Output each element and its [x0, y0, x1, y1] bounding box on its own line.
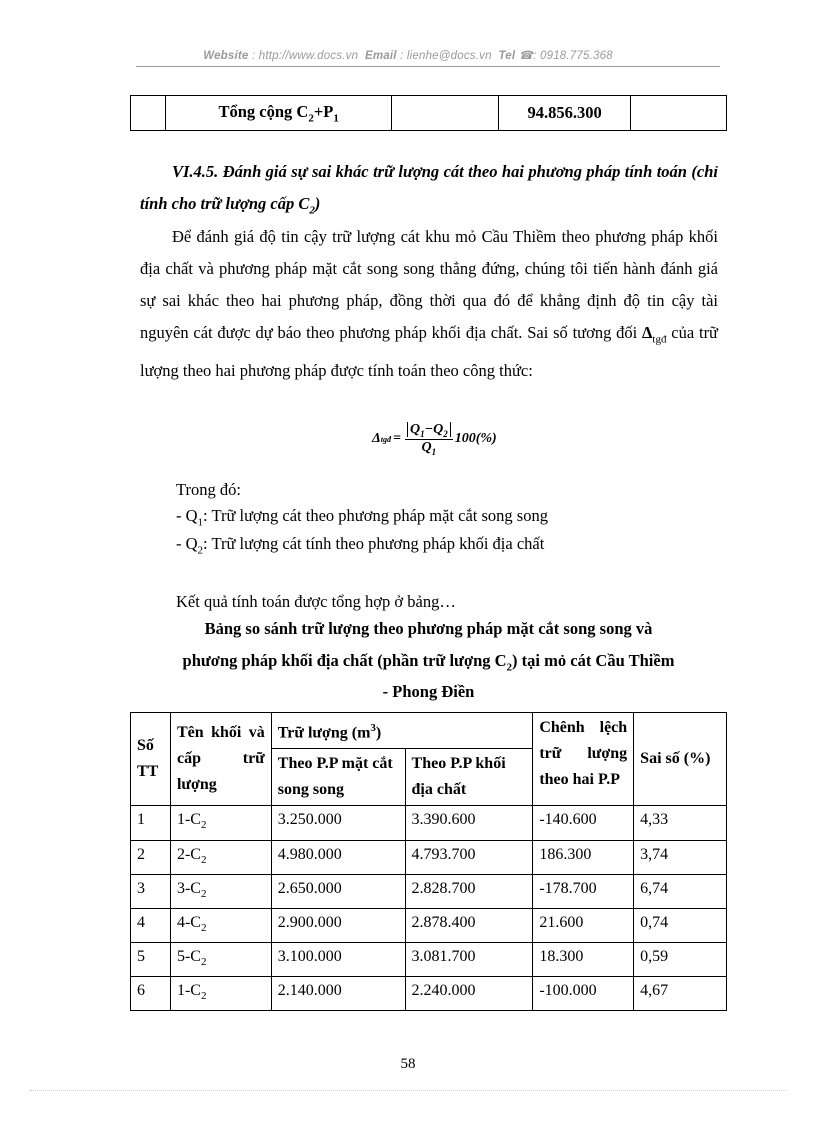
- cell-name: [170, 806, 271, 840]
- header-mc: Theo P.P mặt cắt song song: [271, 749, 405, 806]
- cell-diff: 21.600: [533, 908, 634, 942]
- cell-diff: 18.300: [533, 943, 634, 977]
- cell-name: [170, 840, 271, 874]
- header-rule: [136, 66, 720, 67]
- subscript: 2: [200, 819, 207, 832]
- website-value: : http://www.docs.vn: [251, 50, 359, 62]
- legend-q2: [176, 530, 716, 564]
- cell-mc: 2.650.000: [271, 874, 405, 908]
- footer-rule: [30, 1090, 786, 1091]
- table-row: [131, 96, 727, 131]
- header-reserve-end: ): [375, 724, 382, 742]
- cell-name-text: 2-C: [176, 845, 201, 863]
- cell-err: 0,74: [634, 908, 727, 942]
- website-label: Website: [203, 50, 249, 62]
- tel-value: : 0918.775.368: [533, 50, 613, 62]
- superscript: 3: [370, 722, 376, 734]
- formula-q: Q: [433, 422, 444, 437]
- page-header: [0, 48, 816, 62]
- subscript: 2: [443, 428, 448, 439]
- subscript: 2: [308, 112, 314, 125]
- cell-diff: -140.600: [533, 806, 634, 840]
- cell-kdc: 2.240.000: [405, 977, 533, 1011]
- subscript: 1: [197, 516, 204, 529]
- cell-name: [170, 874, 271, 908]
- tel-label: Tel: [498, 50, 516, 62]
- formula-q: Q: [421, 439, 432, 455]
- table-row: [131, 874, 727, 908]
- title-text: phương pháp khối địa chất (phần trữ lượng C: [182, 651, 507, 670]
- total-label-cell: [165, 96, 392, 131]
- subscript: 1: [420, 428, 425, 439]
- subscript: 2: [200, 853, 207, 866]
- legend-intro: Trong đó:: [176, 480, 241, 499]
- subscript: 2: [200, 922, 207, 935]
- header-reserve-text: Trữ lượng (m: [277, 724, 371, 742]
- total-label-plus: +P: [313, 101, 334, 121]
- cell-kdc: 2.878.400: [405, 908, 533, 942]
- table-body: [131, 806, 727, 1011]
- header-name: Tên khối và cấp trữ lượng: [170, 713, 271, 806]
- cell-stt: 6: [131, 977, 171, 1011]
- cell-diff: -178.700: [533, 874, 634, 908]
- header-kdc: Theo P.P khối địa chất: [405, 749, 533, 806]
- header-diff: Chênh lệch trữ lượng theo hai P.P: [533, 713, 634, 806]
- cell-stt: 1: [131, 806, 171, 840]
- cell-err: 0,59: [634, 943, 727, 977]
- cell-err: 4,67: [634, 977, 727, 1011]
- header-stt: Số TT: [131, 713, 171, 806]
- table-title-line3: - Phong Điền: [382, 682, 475, 701]
- result-sentence: Kết quả tính toán được tổng hợp ở bảng…: [176, 592, 456, 611]
- cell-err: 6,74: [634, 874, 727, 908]
- cell-kdc: 3.390.600: [405, 806, 533, 840]
- formula-minus: −: [424, 422, 434, 437]
- cell-mc: 2.140.000: [271, 977, 405, 1011]
- header-err: Sai số (%): [634, 713, 727, 806]
- subscript: 2: [200, 956, 207, 969]
- email-label: Email: [365, 50, 397, 62]
- subscript: 2: [197, 544, 204, 557]
- title-text-end: ) tại mỏ cát Cầu Thiềm: [512, 651, 675, 670]
- paragraph-text-end: của trữ lượng theo hai phương pháp được tính toán theo công thức:: [140, 323, 719, 381]
- table-row: [131, 908, 727, 942]
- cell-diff: 186.300: [533, 840, 634, 874]
- table-cell: [131, 96, 166, 131]
- cell-mc: 4.980.000: [271, 840, 405, 874]
- cell-stt: 3: [131, 874, 171, 908]
- subscript: 1: [333, 112, 339, 125]
- cell-stt: 2: [131, 840, 171, 874]
- formula-q: Q: [410, 422, 421, 437]
- table-row: [131, 806, 727, 840]
- cell-err: 4,33: [634, 806, 727, 840]
- body-paragraph: [140, 221, 718, 387]
- cell-stt: 4: [131, 908, 171, 942]
- table-cell: [631, 96, 727, 131]
- cell-mc: 3.250.000: [271, 806, 405, 840]
- subscript: tgđ: [652, 333, 667, 346]
- heading-text: VI.4.5. Đánh giá sự sai khác trữ lượng cát theo hai phương pháp tính toán (chỉ tính cho trữ lượng cấp C: [140, 162, 718, 213]
- table-row: [131, 977, 727, 1011]
- subscript: tgđ: [380, 434, 392, 444]
- delta-symbol: Δ: [642, 323, 653, 342]
- section-heading: [140, 156, 718, 226]
- cell-name: [170, 977, 271, 1011]
- formula-denominator: [422, 440, 437, 457]
- subscript: 2: [309, 204, 315, 217]
- subscript: 2: [506, 661, 513, 674]
- table-row: [131, 840, 727, 874]
- formula-equals: =: [393, 431, 401, 447]
- table-row: [131, 943, 727, 977]
- cell-diff: -100.000: [533, 977, 634, 1011]
- legend-text: : Trữ lượng cát tính theo phương pháp khối địa chất: [203, 534, 545, 553]
- cell-name: [170, 943, 271, 977]
- page-number: 58: [400, 1056, 416, 1072]
- table-title-line1: Bảng so sánh trữ lượng theo phương pháp mặt cắt song song và: [204, 619, 653, 638]
- table-header-row: [131, 713, 727, 749]
- cell-name-text: 1-C: [176, 982, 201, 1000]
- legend-text: : Trữ lượng cát theo phương pháp mặt cắt song song: [203, 506, 548, 525]
- phone-icon: ☎: [518, 50, 534, 62]
- cell-kdc: 4.793.700: [405, 840, 533, 874]
- cell-stt: 5: [131, 943, 171, 977]
- email-value: : lienhe@docs.vn: [400, 50, 492, 62]
- cell-err: 3,74: [634, 840, 727, 874]
- cell-mc: 2.900.000: [271, 908, 405, 942]
- subscript: 2: [200, 990, 207, 1003]
- total-value: 94.856.300: [499, 96, 631, 131]
- cell-name-text: 5-C: [176, 948, 201, 966]
- formula-delta: Δ: [372, 431, 381, 447]
- formula-tail: 100(%): [454, 431, 497, 447]
- cell-kdc: 3.081.700: [405, 943, 533, 977]
- cell-mc: 3.100.000: [271, 943, 405, 977]
- total-table: [130, 95, 727, 131]
- cell-kdc: 2.828.700: [405, 874, 533, 908]
- cell-name-text: 1-C: [176, 811, 201, 829]
- table-cell: [392, 96, 499, 131]
- comparison-table: [130, 712, 727, 1011]
- header-reserve: [271, 713, 533, 749]
- error-formula: [372, 422, 497, 457]
- paragraph-text: Để đánh giá độ tin cậy trữ lượng cát khu mỏ Cầu Thiềm theo phương pháp khối địa chất và phương pháp mặt cắt song song thẳng đứng, chúng tôi tiến hành đánh giá sự sai khác theo hai phương pháp, đồng thời qua đó để khẳng định độ tin cậy tài nguyên cát được dự báo theo phương pháp khối địa chất. Sai số tương đối: [140, 227, 718, 342]
- heading-text-end: ): [314, 194, 321, 213]
- subscript: 2: [200, 887, 207, 900]
- legend-prefix: - Q: [176, 506, 198, 525]
- formula-fraction: [405, 422, 453, 457]
- formula-numerator: [405, 422, 453, 440]
- cell-name-text: 4-C: [176, 913, 201, 931]
- cell-name-text: 3-C: [176, 879, 201, 897]
- total-label: Tổng cộng C: [218, 101, 309, 121]
- cell-name: [170, 908, 271, 942]
- formula-abs: [407, 422, 451, 437]
- legend-prefix: - Q: [176, 534, 198, 553]
- subscript: 1: [431, 446, 437, 457]
